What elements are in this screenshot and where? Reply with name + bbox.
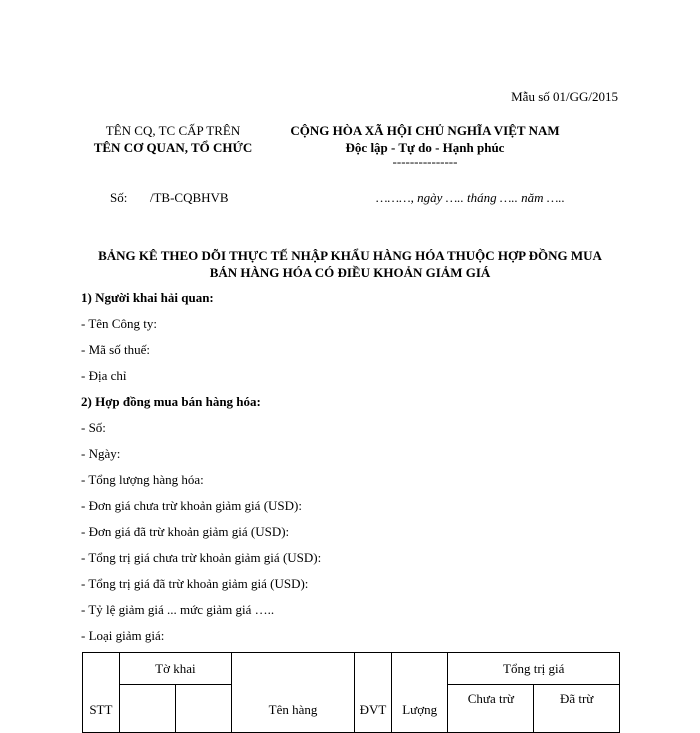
field-total-value-before-discount: - Tổng trị giá chưa trừ khoản giảm giá (USD): bbox=[81, 550, 322, 565]
title-line-1: BẢNG KÊ THEO DÕI THỰC TẾ NHẬP KHẨU HÀNG HÓA THUỘC HỢP ĐỒNG MUA bbox=[98, 248, 602, 263]
field-contract-date: - Ngày: bbox=[81, 446, 121, 461]
col-header-to-khai-sub-1 bbox=[119, 685, 175, 733]
form-number: Mẫu số 01/GG/2015 bbox=[511, 89, 618, 104]
document-number-code: /TB-CQBHVB bbox=[149, 190, 229, 205]
agency-name: TÊN CƠ QUAN, TỔ CHỨC bbox=[93, 140, 253, 155]
col-header-tong-tri-gia: Tổng trị giá bbox=[448, 653, 620, 685]
issuing-agency-header bbox=[88, 122, 258, 156]
national-name: CỘNG HÒA XÃ HỘI CHỦ NGHĨA VIỆT NAM bbox=[290, 123, 560, 138]
section-2-heading: 2) Hợp đồng mua bán hàng hóa: bbox=[81, 394, 261, 409]
col-header-stt: STT bbox=[83, 653, 120, 733]
field-unit-price-before-discount: - Đơn giá chưa trừ khoản giảm giá (USD): bbox=[81, 498, 302, 513]
motto: Độc lập - Tự do - Hạnh phúc bbox=[345, 140, 505, 155]
col-header-da-tru: Đã trừ bbox=[534, 685, 620, 733]
parent-agency-name: TÊN CQ, TC CẤP TRÊN bbox=[105, 123, 241, 138]
national-motto-header bbox=[270, 122, 580, 168]
col-header-to-khai-sub-2 bbox=[175, 685, 231, 733]
document-number-line bbox=[110, 190, 229, 206]
field-total-value-after-discount: - Tổng trị giá đã trừ khoản giảm giá (USD): bbox=[81, 576, 309, 591]
field-contract-number: - Số: bbox=[81, 420, 106, 435]
motto-divider: --------------- bbox=[392, 154, 458, 169]
col-header-chua-tru: Chưa trừ bbox=[448, 685, 534, 733]
document-title bbox=[72, 247, 628, 281]
document-number-label: Số: bbox=[110, 190, 128, 205]
field-unit-price-after-discount: - Đơn giá đã trừ khoản giảm giá (USD): bbox=[81, 524, 290, 539]
section-1-heading: 1) Người khai hải quan: bbox=[81, 290, 214, 305]
col-header-dvt: ĐVT bbox=[355, 653, 392, 733]
field-address: - Địa chỉ bbox=[81, 368, 127, 383]
import-tracking-table bbox=[82, 652, 620, 733]
field-tax-code: - Mã số thuế: bbox=[81, 342, 150, 357]
field-total-quantity: - Tổng lượng hàng hóa: bbox=[81, 472, 204, 487]
field-company-name: - Tên Công ty: bbox=[81, 316, 157, 331]
col-header-to-khai: Tờ khai bbox=[119, 653, 231, 685]
field-discount-type: - Loại giảm giá: bbox=[81, 628, 165, 643]
field-discount-rate: - Tỷ lệ giảm giá ... mức giảm giá ….. bbox=[81, 602, 275, 617]
col-header-ten-hang: Tên hàng bbox=[231, 653, 354, 733]
title-line-2: BÁN HÀNG HÓA CÓ ĐIỀU KHOẢN GIẢM GIÁ bbox=[209, 265, 491, 280]
col-header-luong: Lượng bbox=[391, 653, 448, 733]
date-line: ………, ngày ….. tháng ….. năm ….. bbox=[376, 190, 565, 205]
